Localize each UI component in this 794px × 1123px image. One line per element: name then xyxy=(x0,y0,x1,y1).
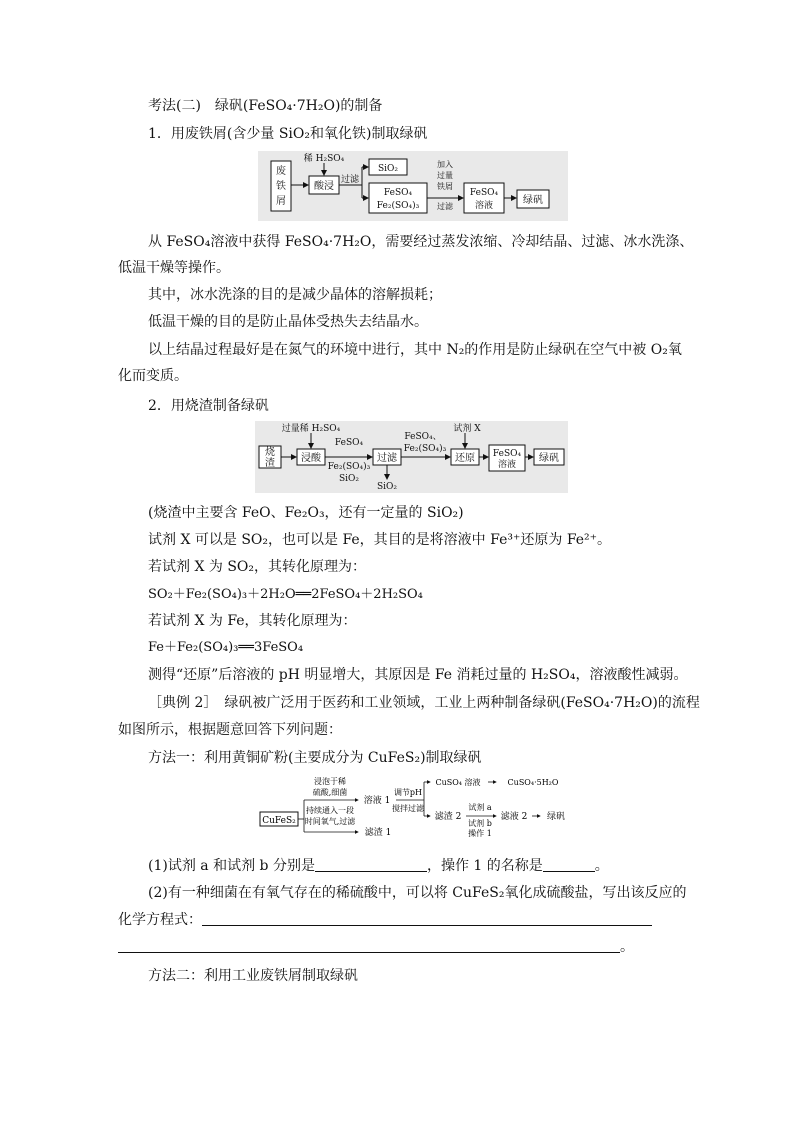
cuso4-solution: CuSO₄ 溶液 xyxy=(435,778,481,787)
raw-char-1: 废 xyxy=(276,166,286,177)
product-label: 绿矾 xyxy=(539,453,559,464)
question-2: (2)有一种细菌在有氧气存在的稀硫酸中，可以将 CuFeS₂氧化成硫酸盐，写出该反应的 xyxy=(148,885,687,901)
cond-1: 浸泡于稀 xyxy=(314,777,346,786)
leach-label: 酸浸 xyxy=(314,181,334,192)
reagent-label: 试剂 X xyxy=(453,424,481,434)
m1-label: FeSO₄、 xyxy=(404,432,442,442)
example-method-1: 方法一：利用黄铜矿粉(主要成分为 CuFeS₂)制取绿矾 xyxy=(148,750,482,766)
reduce-label: 还原 xyxy=(455,453,475,464)
s2-label: Fe₂(SO₄)₃ xyxy=(327,462,371,472)
raw-char-3: 屑 xyxy=(276,196,286,207)
m1-para-1b: 低温干燥等操作。 xyxy=(118,260,230,276)
sol-label-1: FeSO₄ xyxy=(492,449,522,459)
method-2-title: 2．用烧渣制备绿矾 xyxy=(148,398,269,414)
flow-diagram-chalcopyrite xyxy=(258,772,578,844)
m2-para-4: 若试剂 X 为 Fe，其转化原理为： xyxy=(148,613,357,629)
add-label-3: 铁屑 xyxy=(437,182,453,191)
question-2c xyxy=(118,937,634,957)
question-2b-text: 化学方程式： xyxy=(118,912,202,928)
sol-label-1: FeSO₄ xyxy=(469,188,499,198)
s1-label: FeSO₄ xyxy=(334,438,364,448)
acid-label: 稀 H₂SO₄ xyxy=(303,154,345,164)
answer-blank-equation-1[interactable] xyxy=(202,911,652,926)
mix-label-1: FeSO₄ xyxy=(383,188,413,198)
product-label: 绿矾 xyxy=(546,812,566,822)
filter-label: 过滤 xyxy=(377,453,397,464)
reagent-b: 试剂 b xyxy=(468,819,492,828)
question-2b xyxy=(118,910,652,930)
cond-2: 硫酸,细菌 xyxy=(312,788,348,797)
product-label: 绿矾 xyxy=(523,195,543,206)
example-intro: ［典例 2］ 绿矾被广泛用于医药和工业领域，工业上两种制备绿矾(FeSO₄·7H₂O)的流程 xyxy=(148,695,700,711)
question-1-text-a: (1)试剂 a 和试剂 b 分别是 xyxy=(148,858,315,874)
cond-3: 持续通入一段 xyxy=(306,806,354,815)
raw-char-2: 渣 xyxy=(265,458,275,469)
cond-4: 时间氧气,过滤 xyxy=(304,817,356,826)
sio2-label: SiO₂ xyxy=(377,164,399,174)
ph-2: 搅拌过滤 xyxy=(392,804,424,813)
m2-para-1: (烧渣中主要含 FeO、Fe₂O₃，还有一定量的 SiO₂) xyxy=(148,505,464,521)
reagent-a: 试剂 a xyxy=(468,803,492,812)
method-1-title: 1．用废铁屑(含少量 SiO₂和氧化铁)制取绿矾 xyxy=(148,126,428,142)
acid-label: 过量稀 H₂SO₄ xyxy=(281,424,341,434)
s3-label: SiO₂ xyxy=(338,474,360,484)
raw-char-1: 烧 xyxy=(265,447,275,458)
flow-diagram-scrap-iron xyxy=(258,151,568,221)
filtrate-2: 滤液 2 xyxy=(500,812,528,822)
answer-blank-reagents[interactable] xyxy=(315,857,427,872)
residue-1: 滤渣 1 xyxy=(364,828,392,838)
cuso4-product: CuSO₄·5H₂O xyxy=(507,778,559,787)
filter2-label: 过滤 xyxy=(437,202,453,211)
question-1-end: 。 xyxy=(594,858,609,874)
sio2-label: SiO₂ xyxy=(376,482,398,492)
answer-blank-equation-2[interactable] xyxy=(118,938,620,953)
m1-para-1: 从 FeSO₄溶液中获得 FeSO₄·7H₂O，需要经过蒸发浓缩、冷却结晶、过滤、冰水洗涤、 xyxy=(148,234,694,250)
mix-label-2: Fe₂(SO₄)₃ xyxy=(376,201,420,211)
raw-char-2: 铁 xyxy=(276,181,286,192)
raw-label: CuFeS₂ xyxy=(262,816,296,826)
m1-para-3: 低温干燥的目的是防止晶体受热失去结晶水。 xyxy=(148,314,428,330)
add-label-2: 过量 xyxy=(437,171,453,180)
example-method-2: 方法二：利用工业废铁屑制取绿矾 xyxy=(148,968,358,984)
question-2-end: 。 xyxy=(620,939,634,955)
ph-1: 调节pH xyxy=(393,788,423,797)
operation-1: 操作 1 xyxy=(468,829,492,838)
m1-para-4: 以上结晶过程最好是在氮气的环境中进行，其中 N₂的作用是防止绿矾在空气中被 O₂氧 xyxy=(148,342,682,358)
leach-label: 浸酸 xyxy=(301,453,321,464)
add-label-1: 加入 xyxy=(437,160,453,169)
answer-blank-operation[interactable] xyxy=(543,857,595,872)
flow-diagram-cinder xyxy=(255,421,568,493)
equation-1: SO₂＋Fe₂(SO₄)₃＋2H₂O══2FeSO₄＋2H₂SO₄ xyxy=(148,587,423,602)
m2-label: Fe₂(SO₄)₃ xyxy=(403,444,447,454)
example-intro-2: 如图所示，根据题意回答下列问题： xyxy=(118,722,342,738)
m2-para-2: 试剂 X 可以是 SO₂，也可以是 Fe，其目的是将溶液中 Fe³⁺还原为 Fe²⁺。 xyxy=(148,532,612,548)
m2-para-5: 测得“还原”后溶液的 pH 明显增大，其原因是 Fe 消耗过量的 H₂SO₄，溶液酸性减弱。 xyxy=(148,667,688,683)
m1-para-2: 其中，冰水洗涤的目的是减少晶体的溶解损耗； xyxy=(148,287,442,303)
section-title: 考法(二) 绿矾(FeSO₄·7H₂O)的制备 xyxy=(148,98,383,114)
sol-label-2: 溶液 xyxy=(497,460,517,470)
m1-para-4b: 化而变质。 xyxy=(118,368,188,384)
solution-1: 溶液 1 xyxy=(363,796,391,806)
question-1 xyxy=(148,856,609,876)
residue-2: 滤渣 2 xyxy=(434,812,462,822)
equation-2: Fe＋Fe₂(SO₄)₃══3FeSO₄ xyxy=(148,640,304,655)
m2-para-3: 若试剂 X 为 SO₂，其转化原理为： xyxy=(148,559,366,575)
sol-label-2: 溶液 xyxy=(474,201,494,211)
question-1-text-b: ，操作 1 的名称是 xyxy=(426,858,543,874)
filter-label: 过滤 xyxy=(340,175,360,185)
